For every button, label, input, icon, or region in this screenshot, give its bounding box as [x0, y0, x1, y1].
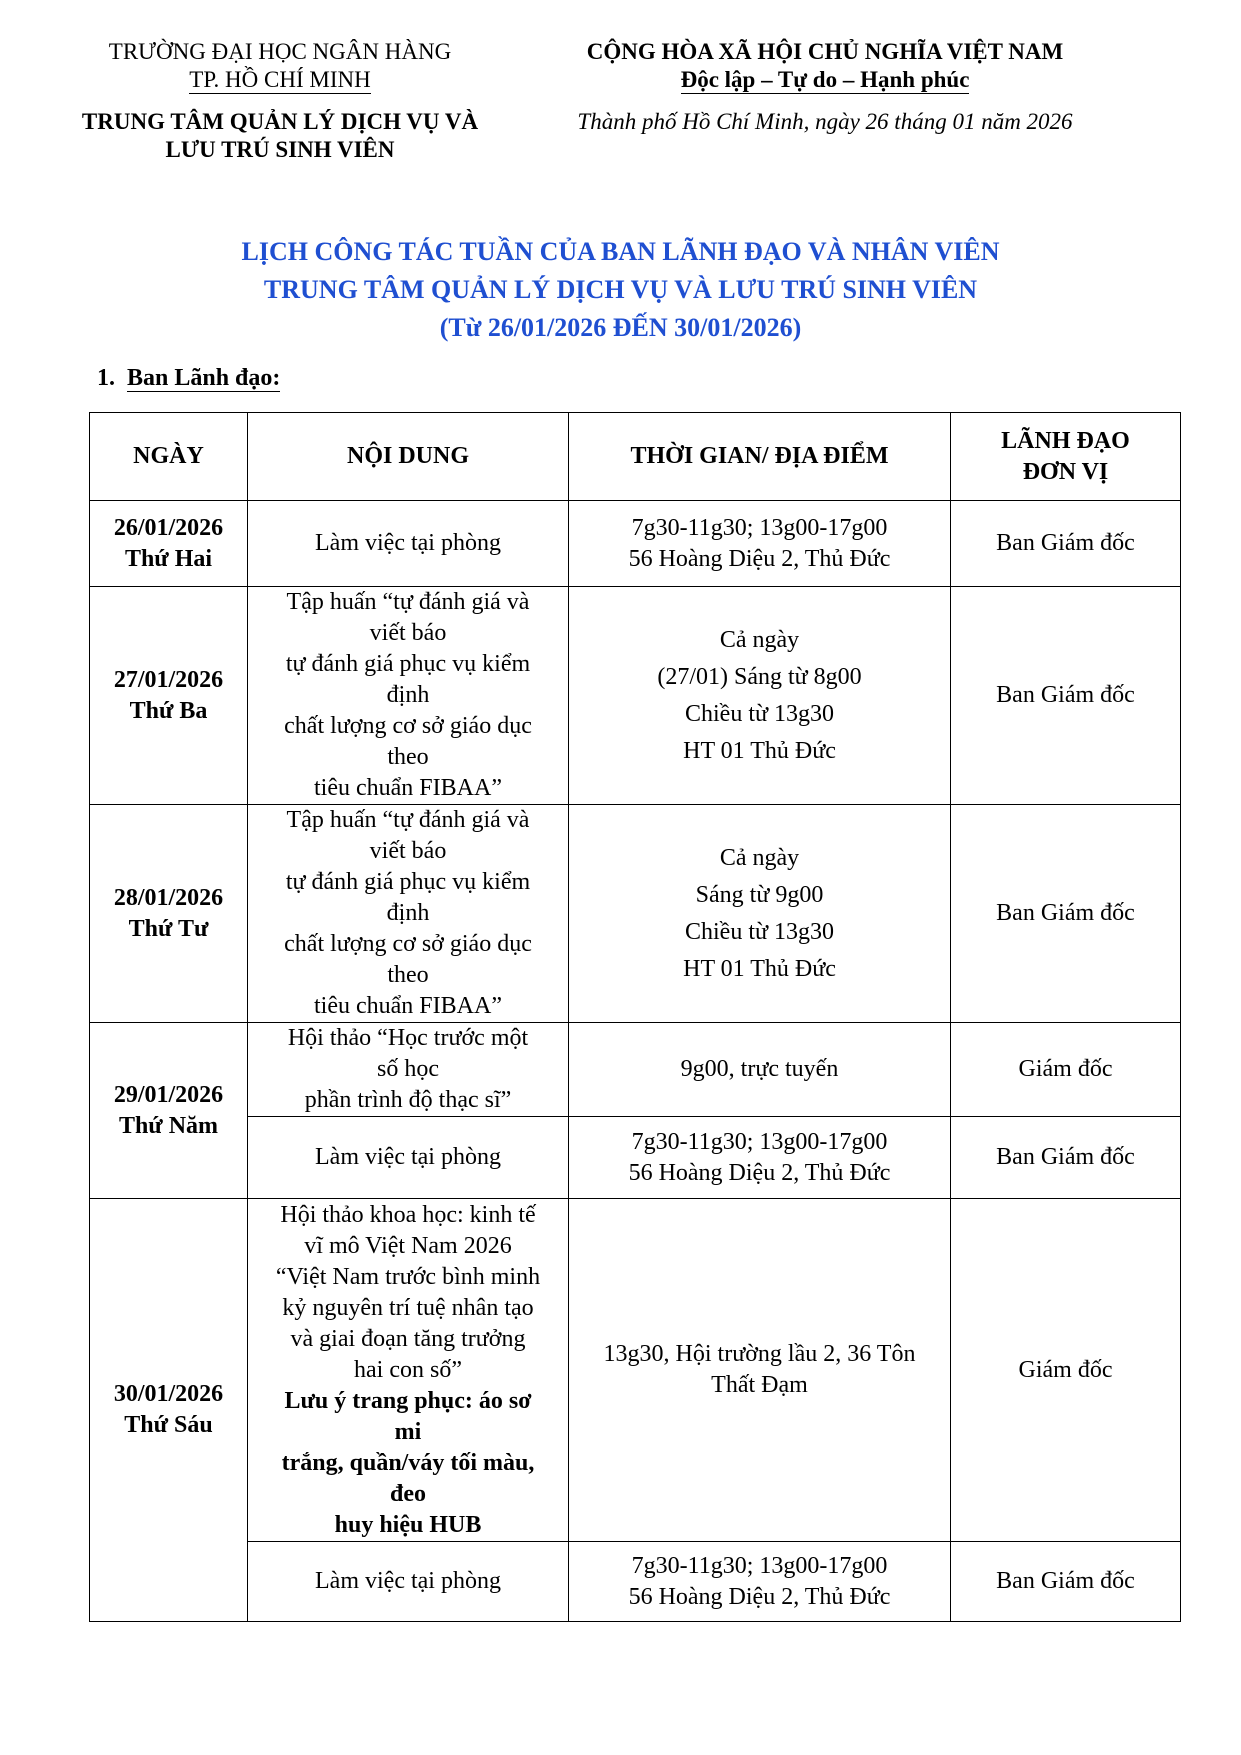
content-cell: Làm việc tại phòng — [248, 1117, 569, 1199]
document-title-line2: TRUNG TÂM QUẢN LÝ DỊCH VỤ VÀ LƯU TRÚ SINH VIÊN — [263, 275, 978, 304]
leader-cell: Giám đốc — [951, 1023, 1181, 1117]
center-name-line2: LƯU TRÚ SINH VIÊN — [165, 137, 395, 162]
organization-header — [60, 38, 500, 164]
content-cell: Làm việc tại phòng — [248, 1542, 569, 1622]
section-heading — [97, 365, 280, 392]
leader-cell: Giám đốc — [951, 1199, 1181, 1542]
day-cell: 28/01/2026 Thứ Tư — [90, 805, 248, 1023]
column-header-leader: LÃNH ĐẠO ĐƠN VỊ — [951, 413, 1181, 501]
document-date: Thành phố Hồ Chí Minh, ngày 26 tháng 01 năm 2026 — [577, 109, 1073, 134]
column-header-content: NỘI DUNG — [248, 413, 569, 501]
time-place-cell: Cả ngày (27/01) Sáng từ 8g00 Chiều từ 13g30 HT 01 Thủ Đức — [569, 587, 951, 805]
table-row — [90, 1542, 1181, 1622]
time-place-cell: 7g30-11g30; 13g00-17g00 56 Hoàng Diệu 2, Thủ Đức — [569, 1542, 951, 1622]
time-place-cell: 9g00, trực tuyến — [569, 1023, 951, 1117]
university-name: TRƯỜNG ĐẠI HỌC NGÂN HÀNG — [108, 39, 452, 64]
document-title-date-range: (Từ 26/01/2026 ĐẾN 30/01/2026) — [439, 313, 802, 342]
section-label: Ban Lãnh đạo: — [127, 365, 281, 391]
section-number: 1. — [97, 365, 115, 391]
table-row — [90, 1023, 1181, 1117]
document-title-line1: LỊCH CÔNG TÁC TUẦN CỦA BAN LÃNH ĐẠO VÀ NHÂN VIÊN — [241, 237, 1000, 266]
leader-cell: Ban Giám đốc — [951, 1542, 1181, 1622]
time-place-cell: Cả ngày Sáng từ 9g00 Chiều từ 13g30 HT 01 Thủ Đức — [569, 805, 951, 1023]
content-cell: Tập huấn “tự đánh giá và viết báo tự đánh giá phục vụ kiểm định chất lượng cơ sở giáo dục theo tiêu chuẩn FIBAA” — [248, 587, 569, 805]
day-cell: 30/01/2026 Thứ Sáu — [90, 1199, 248, 1622]
leader-cell: Ban Giám đốc — [951, 1117, 1181, 1199]
national-motto: Độc lập – Tự do – Hạnh phúc — [680, 67, 970, 92]
column-header-date: NGÀY — [90, 413, 248, 501]
national-header — [545, 38, 1105, 136]
column-header-time-place: THỜI GIAN/ ĐỊA ĐIỂM — [569, 413, 951, 501]
table-row — [90, 1117, 1181, 1199]
content-cell: Hội thảo “Học trước một số học phần trình độ thạc sĩ” — [248, 1023, 569, 1117]
leader-cell: Ban Giám đốc — [951, 501, 1181, 587]
day-cell: 29/01/2026 Thứ Năm — [90, 1023, 248, 1199]
content-cell: Làm việc tại phòng — [248, 501, 569, 587]
leadership-schedule-table — [89, 412, 1181, 1622]
leader-cell: Ban Giám đốc — [951, 587, 1181, 805]
table-row — [90, 1199, 1181, 1542]
content-cell: Hội thảo khoa học: kinh tế vĩ mô Việt Nam 2026 “Việt Nam trước bình minh kỷ nguyên trí tuệ nhân tạo và giai đoạn tăng trưởng hai con số” Lưu ý trang phục: áo sơ mi trắng, quần/váy tối màu, đeo huy hiệu HUB — [248, 1199, 569, 1542]
leader-cell: Ban Giám đốc — [951, 805, 1181, 1023]
table-row — [90, 805, 1181, 1023]
time-place-cell: 7g30-11g30; 13g00-17g00 56 Hoàng Diệu 2, Thủ Đức — [569, 1117, 951, 1199]
time-place-cell: 7g30-11g30; 13g00-17g00 56 Hoàng Diệu 2, Thủ Đức — [569, 501, 951, 587]
center-name-line1: TRUNG TÂM QUẢN LÝ DỊCH VỤ VÀ — [81, 109, 479, 134]
time-place-cell: 13g30, Hội trường lầu 2, 36 Tôn Thất Đạm — [569, 1199, 951, 1542]
day-cell: 27/01/2026 Thứ Ba — [90, 587, 248, 805]
country-name: CỘNG HÒA XÃ HỘI CHỦ NGHĨA VIỆT NAM — [586, 39, 1064, 64]
table-row — [90, 587, 1181, 805]
day-cell: 26/01/2026 Thứ Hai — [90, 501, 248, 587]
dress-code-note: Lưu ý trang phục: áo sơ — [284, 1387, 532, 1414]
content-cell: Tập huấn “tự đánh giá và viết báo tự đánh giá phục vụ kiểm định chất lượng cơ sở giáo dục theo tiêu chuẩn FIBAA” — [248, 805, 569, 1023]
table-row — [90, 501, 1181, 587]
university-city: TP. HỒ CHÍ MINH — [189, 67, 371, 92]
table-header-row — [90, 413, 1181, 501]
